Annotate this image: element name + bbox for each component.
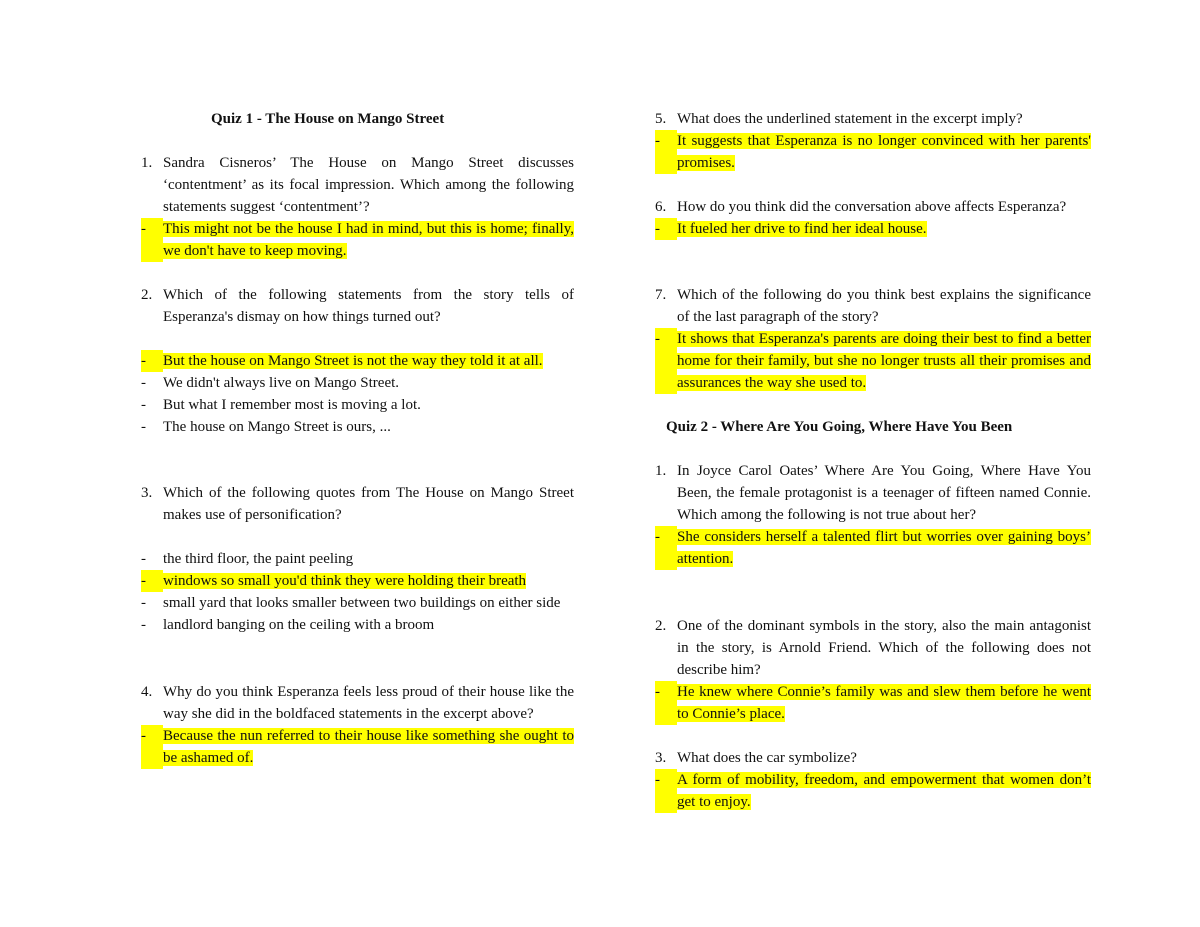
question-number: 5.: [655, 111, 667, 127]
option-text: landlord banging on the ceiling with a broom: [163, 617, 435, 633]
quiz1-question-1: [141, 152, 574, 262]
answer-option-highlighted: [655, 681, 1091, 725]
option-text: She considers herself a talented flirt but worries over gaining boys’ attention.: [677, 529, 1091, 567]
option-text: It suggests that Esperanza is no longer convinced with her parents' promises.: [677, 133, 1091, 171]
option-text: This might not be the house I had in mind, but this is home; finally, we don't have to keep moving.: [163, 221, 574, 259]
answer-option: [141, 372, 574, 394]
quiz2-question-3: [655, 747, 1091, 813]
dash-bullet: -: [141, 350, 163, 372]
answer-option-highlighted: [655, 769, 1091, 813]
question-number: 1.: [141, 155, 153, 171]
option-text: But what I remember most is moving a lot.: [163, 397, 421, 413]
dash-bullet: -: [655, 130, 677, 174]
option-text: Because the nun referred to their house like something she ought to be ashamed of.: [163, 728, 574, 766]
dash-bullet: -: [141, 375, 146, 391]
question-text: Which of the following quotes from The House on Mango Street makes use of personification?: [163, 485, 574, 523]
answer-option: [141, 548, 574, 570]
question-text: What does the car symbolize?: [677, 750, 857, 766]
quiz2-question-2: [655, 615, 1091, 725]
option-text: It fueled her drive to find her ideal house.: [677, 221, 927, 237]
answer-option-highlighted: [655, 328, 1091, 394]
answer-option-highlighted: [141, 218, 574, 262]
dash-bullet: -: [141, 419, 146, 435]
quiz1-title: Quiz 1 - The House on Mango Street: [211, 111, 445, 127]
answer-option: [141, 394, 574, 416]
question-stem: [141, 681, 574, 725]
quiz1-question-3: [141, 482, 574, 636]
question-stem: [655, 615, 1091, 681]
question-stem: [655, 284, 1091, 328]
answer-option-highlighted: [655, 130, 1091, 174]
question-text: Sandra Cisneros’ The House on Mango Street discusses ‘contentment’ as its focal impression. Which among the following statements suggest ‘contentment’?: [163, 155, 574, 215]
option-text: small yard that looks smaller between two buildings on either side: [163, 595, 561, 611]
question-number: 6.: [655, 199, 667, 215]
answer-option: [141, 614, 574, 636]
quiz1-question-6: [655, 196, 1091, 240]
answer-option-highlighted: [141, 725, 574, 769]
dash-bullet: -: [655, 769, 677, 813]
answer-option-highlighted: [141, 570, 574, 592]
question-stem: [655, 747, 1091, 769]
question-text: Why do you think Esperanza feels less proud of their house like the way she did in the boldfaced statements in the excerpt above?: [163, 684, 574, 722]
answer-option: [141, 416, 574, 438]
question-number: 4.: [141, 684, 153, 700]
dash-bullet: -: [655, 328, 677, 394]
quiz1-question-4: [141, 681, 574, 769]
answer-option-highlighted: [655, 526, 1091, 570]
question-stem: [655, 196, 1091, 218]
quiz1-question-2: [141, 284, 574, 438]
answer-option: [141, 592, 574, 614]
dash-bullet: -: [141, 725, 163, 769]
answer-option-highlighted: [655, 218, 1091, 240]
question-text: How do you think did the conversation above affects Esperanza?: [677, 199, 1067, 215]
question-stem: [655, 108, 1091, 130]
option-text: windows so small you'd think they were holding their breath: [163, 573, 527, 589]
dash-bullet: -: [141, 397, 146, 413]
question-text: In Joyce Carol Oates’ Where Are You Going, Where Have You Been, the female protagonist is a teenager of fifteen named Connie. Which among the following is not true about her?: [677, 463, 1091, 523]
question-number: 7.: [655, 287, 667, 303]
question-text: What does the underlined statement in the excerpt imply?: [677, 111, 1023, 127]
option-text: We didn't always live on Mango Street.: [163, 375, 400, 391]
dash-bullet: -: [655, 218, 677, 240]
option-text: A form of mobility, freedom, and empowerment that women don’t get to enjoy.: [677, 772, 1091, 810]
dash-bullet: -: [141, 595, 146, 611]
question-number: 3.: [655, 750, 667, 766]
question-text: Which of the following statements from the story tells of Esperanza's dismay on how things turned out?: [163, 287, 574, 325]
option-text: The house on Mango Street is ours, ...: [163, 419, 391, 435]
question-stem: [141, 482, 574, 526]
question-number: 2.: [141, 287, 153, 303]
quiz1-question-7: [655, 284, 1091, 394]
question-text: Which of the following do you think best explains the significance of the last paragraph of the story?: [677, 287, 1091, 325]
dash-bullet: -: [141, 570, 163, 592]
quiz2-question-1: [655, 460, 1091, 570]
option-text: It shows that Esperanza's parents are doing their best to find a better home for their family, but she no longer trusts all their promises and assurances the way she used to.: [677, 331, 1091, 391]
question-stem: [655, 460, 1091, 526]
answer-option-highlighted: [141, 350, 574, 372]
dash-bullet: -: [655, 681, 677, 725]
dash-bullet: -: [141, 551, 146, 567]
dash-bullet: -: [141, 218, 163, 262]
question-number: 1.: [655, 463, 667, 479]
option-text: But the house on Mango Street is not the way they told it at all.: [163, 353, 543, 369]
quiz1-question-5: [655, 108, 1091, 174]
question-stem: [141, 152, 574, 218]
question-stem: [141, 284, 574, 328]
question-number: 2.: [655, 618, 667, 634]
dash-bullet: -: [655, 526, 677, 570]
option-text: the third floor, the paint peeling: [163, 551, 354, 567]
question-number: 3.: [141, 485, 153, 501]
question-text: One of the dominant symbols in the story, also the main antagonist in the story, is Arnold Friend. Which of the following does not describe him?: [677, 618, 1091, 678]
dash-bullet: -: [141, 617, 146, 633]
option-text: He knew where Connie’s family was and slew them before he went to Connie’s place.: [677, 684, 1091, 722]
quiz2-title: Quiz 2 - Where Are You Going, Where Have You Been: [666, 419, 1013, 435]
